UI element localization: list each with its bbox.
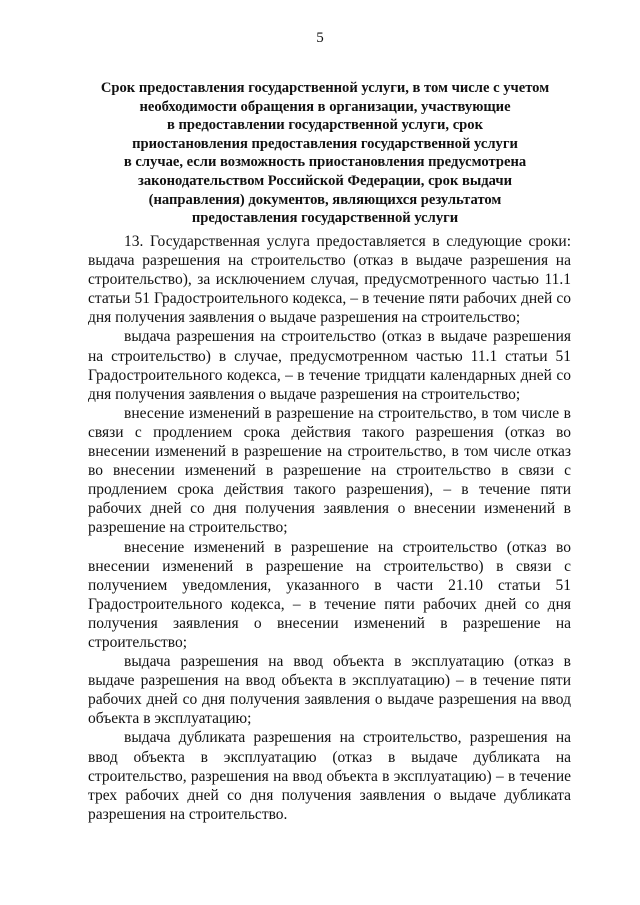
heading-line: Срок предоставления государственной услуги, в том числе с учетом [100, 80, 550, 96]
section-heading [70, 79, 580, 228]
heading-line: необходимости обращения в организации, участвующие [139, 98, 511, 115]
heading-line: предоставления государственной услуги [191, 210, 459, 227]
paragraph-permit-changes: внесение изменений в разрешение на строительство, в том числе в связи с продлением срока действия такого разрешения (отказ во внесении изменений в разрешение на строительство, в том числе отказ во внесении изменений в разрешение на строительство в связи с продлением срока действия такого разрешения), – в течение пяти рабочих дней со дня получения заявления о внесении изменений в разрешение на строительство; [88, 404, 571, 537]
heading-line: в случае, если возможность приостановления предусмотрена [123, 154, 527, 171]
page-number: 5 [316, 30, 324, 46]
heading-line: приостановления предоставления государственной услуги [132, 135, 518, 152]
paragraph-permit-changes-notification: внесение изменений в разрешение на строительство (отказ во внесении изменений в разрешение на строительство) в связи с получением уведомления, указанного в части 21.10 статьи 51 Градостроительного кодекса, – в течение пяти рабочих дней со дня получения заявления о внесении изменений в разрешение на строительство; [88, 538, 571, 651]
paragraph-commissioning-permit: выдача разрешения на ввод объекта в эксплуатацию (отказ в выдаче разрешения на ввод объекта в эксплуатацию) – в течение пяти рабочих дней со дня получения заявления о выдаче разрешения на ввод объекта в эксплуатацию; [88, 653, 571, 728]
heading-line: законодательством Российской Федерации, срок выдачи [137, 172, 513, 189]
paragraph-item-13: 13. Государственная услуга предоставляется в следующие сроки: выдача разрешения на строительство (отказ в выдаче разрешения на строительство), за исключением случая, предусмотренного частью 11.1 статьи 51 Градостроительного кодекса, – в течение пяти рабочих дней со дня получения заявления о выдаче разрешения на строительство; [88, 233, 571, 327]
document-body [88, 232, 571, 824]
paragraph-duplicate-permit: выдача дубликата разрешения на строительство, разрешения на ввод объекта в эксплуатацию (отказ в выдаче дубликата на строительство, разрешения на ввод объекта в эксплуатацию) – в течение трех рабочих дней со дня получения заявления о выдаче дубликата разрешения на строительство. [88, 729, 571, 823]
heading-line: (направления) документов, являющихся результатом [148, 191, 502, 208]
paragraph-permit-11-1: выдача разрешения на строительство (отказ в выдаче разрешения на строительство) в случае, предусмотренном частью 11.1 статьи 51 Градостроительного кодекса, – в течение тридцати календарных дней со дня получения заявления о выдаче разрешения на строительство; [88, 328, 571, 403]
heading-line: в предоставлении государственной услуги, срок [166, 117, 483, 134]
